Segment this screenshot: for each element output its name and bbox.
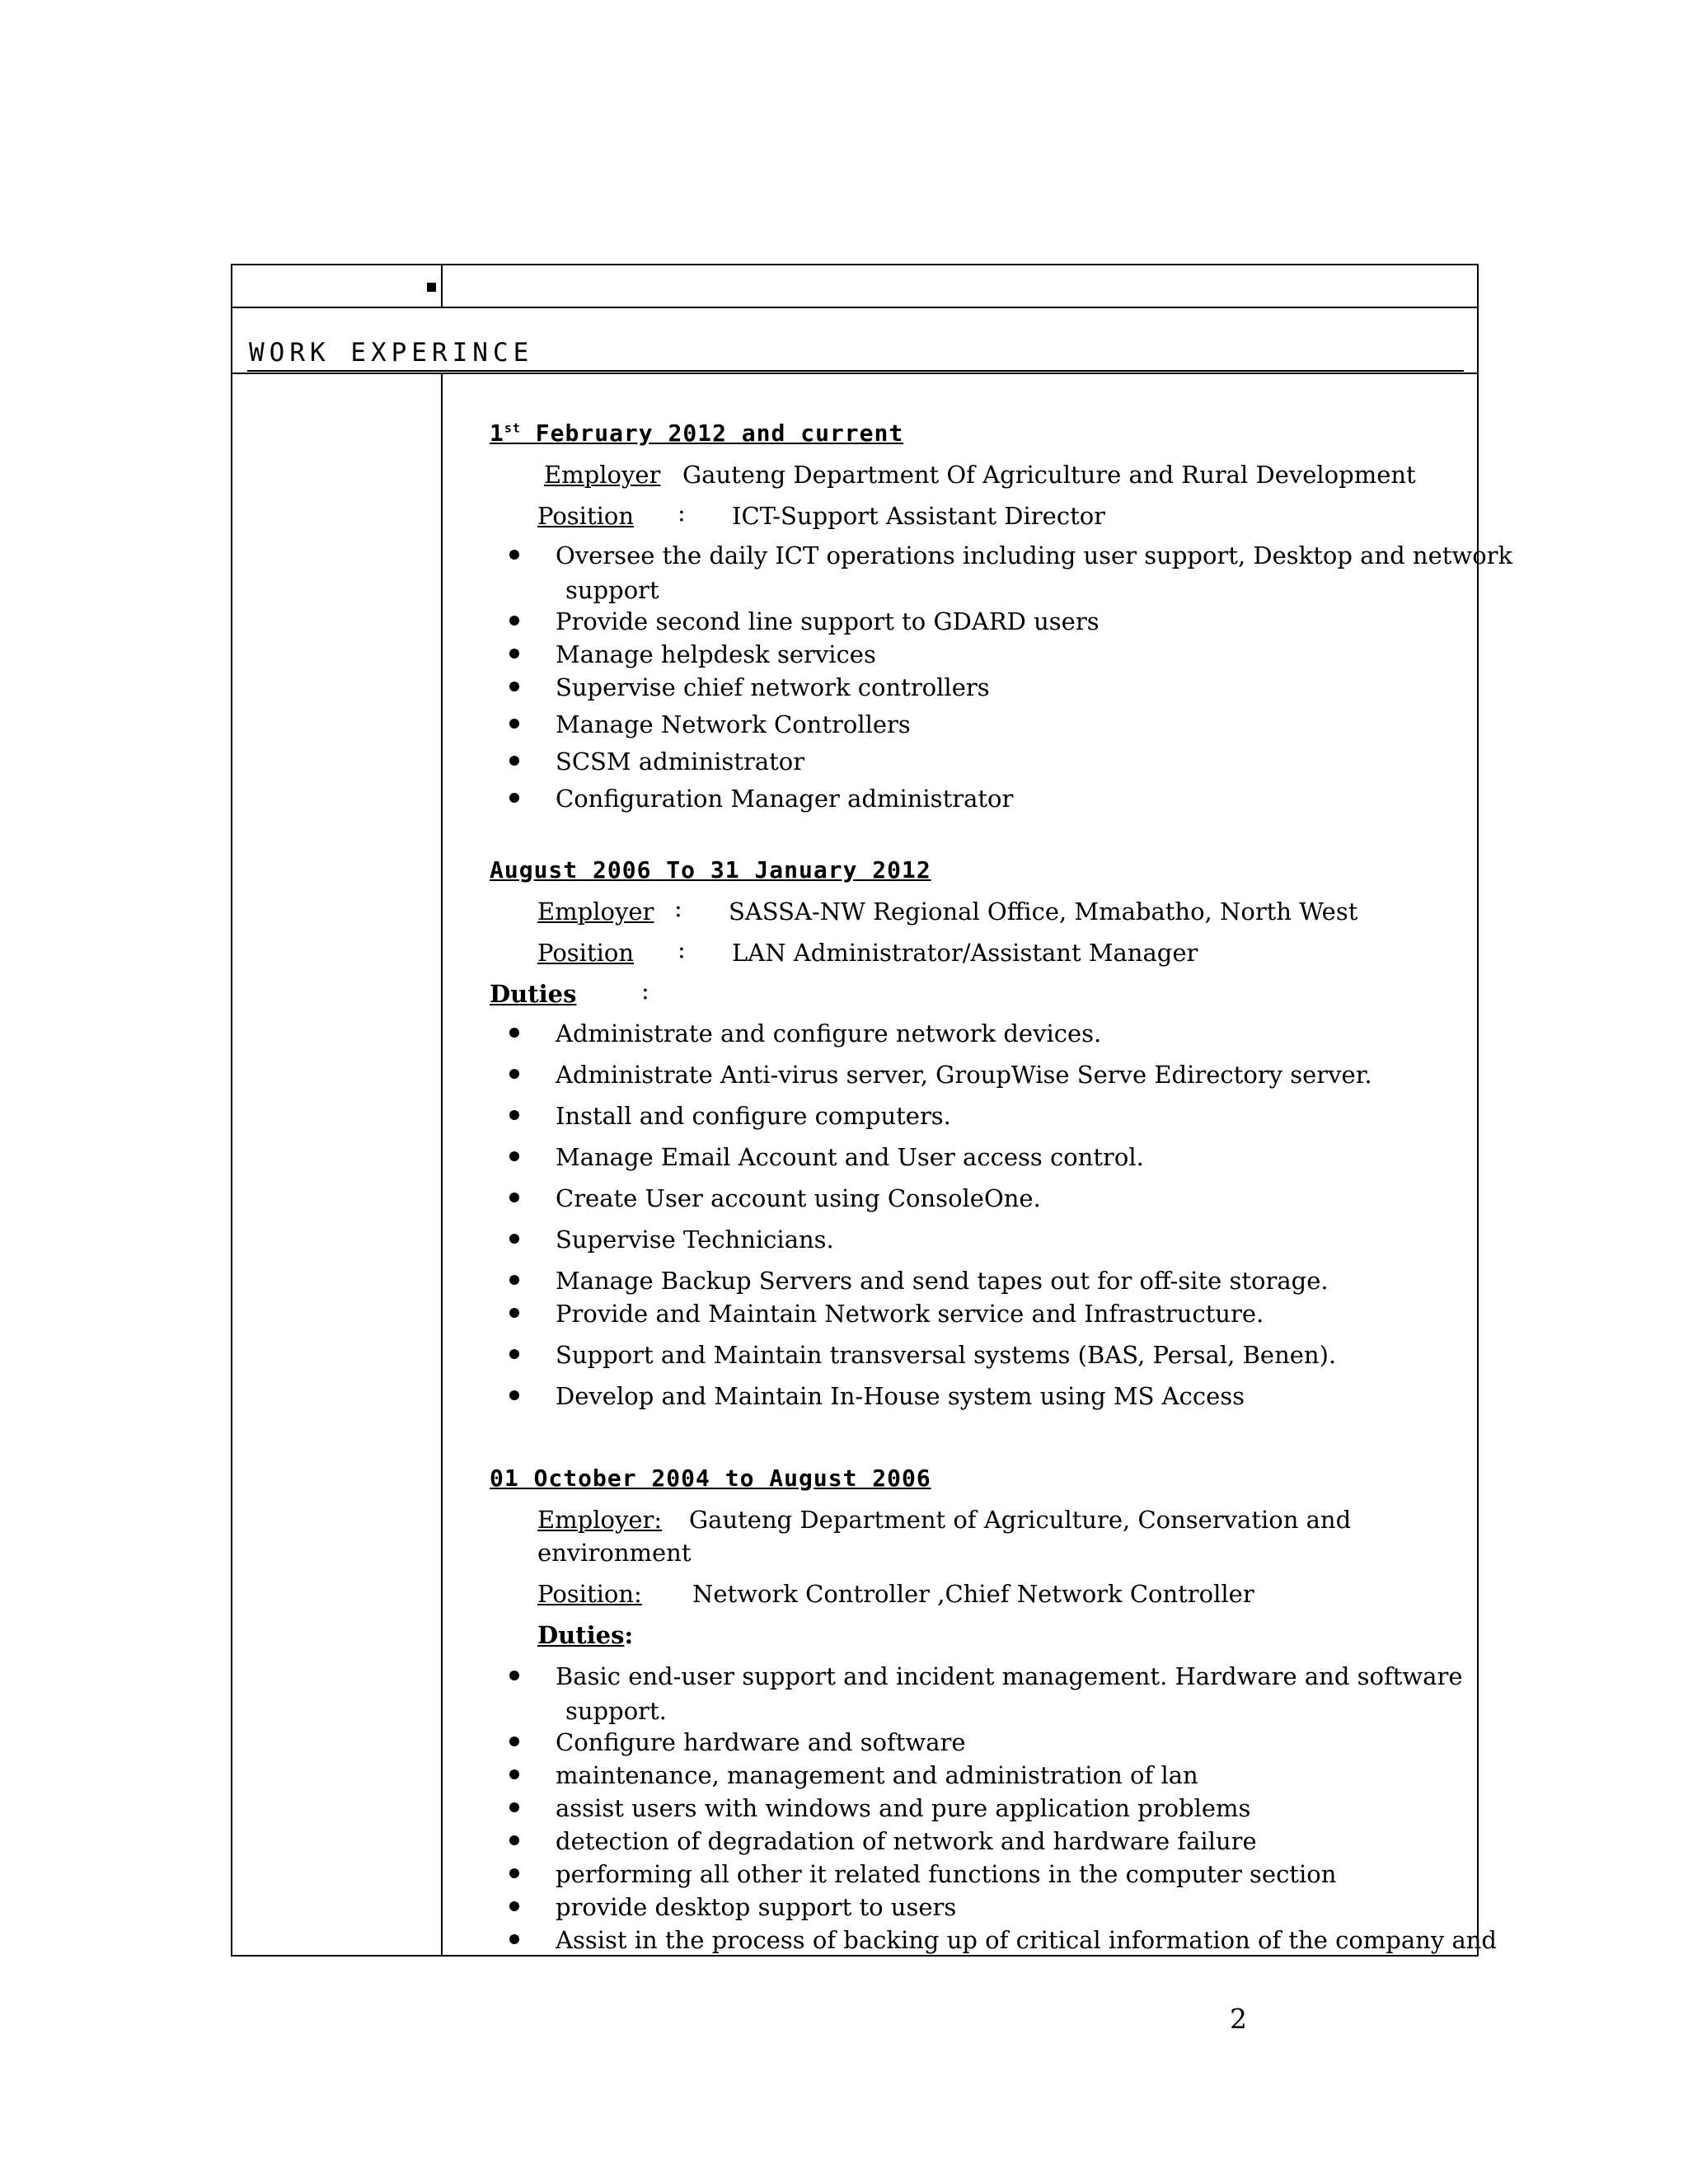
duty-item: provide desktop support to users — [556, 1893, 957, 1921]
bullet-icon — [509, 1349, 519, 1359]
bullet-icon — [509, 1110, 519, 1120]
bullet-icon — [509, 756, 519, 766]
column-divider — [441, 373, 443, 1957]
section-heading: WORK EXPERINCE — [249, 338, 534, 368]
bullet-icon — [509, 1868, 519, 1878]
bullet-icon — [509, 1769, 519, 1779]
duty-item: Develop and Maintain In-House system using MS Access — [556, 1382, 1245, 1410]
employer-label: Employer: — [537, 1506, 663, 1534]
duty-item: Basic end-user support and incident management. Hardware and software — [556, 1662, 1463, 1690]
colon: : — [678, 935, 686, 963]
duty-item: Create User account using ConsoleOne. — [556, 1184, 1041, 1212]
duty-item: Provide second line support to GDARD users — [556, 607, 1100, 635]
page-number: 2 — [1230, 2003, 1247, 2035]
duty-item: detection of degradation of network and hardware failure — [556, 1827, 1257, 1855]
duty-item: Manage helpdesk services — [556, 640, 876, 668]
duty-item: Provide and Maintain Network service and Infrastructure. — [556, 1300, 1264, 1328]
duty-item: Configure hardware and software — [556, 1728, 966, 1756]
job-date: August 2006 To 31 January 2012 — [490, 856, 931, 883]
duty-item-continuation: support. — [565, 1697, 667, 1725]
duty-item: Administrate and configure network devices. — [556, 1019, 1102, 1047]
duty-item: Oversee the daily ICT operations including user support, Desktop and network — [556, 541, 1513, 569]
employer-value: Gauteng Department Of Agriculture and Rural Development — [682, 461, 1416, 489]
bullet-icon — [509, 1234, 519, 1244]
position-label: Position: — [537, 1580, 642, 1608]
duty-item: Install and configure computers. — [556, 1102, 951, 1130]
row-divider — [232, 307, 1477, 308]
position-value: ICT-Support Assistant Director — [732, 502, 1106, 530]
duty-item: SCSM administrator — [556, 748, 805, 776]
duty-item: Configuration Manager administrator — [556, 785, 1014, 813]
bullet-icon — [509, 1671, 519, 1680]
colon: : — [641, 977, 649, 1005]
duty-item: Assist in the process of backing up of critical information of the company and — [556, 1926, 1497, 1954]
duty-item: Supervise Technicians. — [556, 1226, 834, 1254]
bullet-icon — [509, 1934, 519, 1944]
employer-value: Gauteng Department of Agriculture, Conservation and — [689, 1506, 1352, 1534]
employer-label: Employer — [537, 898, 654, 926]
duty-item: Manage Email Account and User access control. — [556, 1143, 1144, 1171]
bullet-icon — [509, 1736, 519, 1746]
bullet-icon — [509, 1275, 519, 1285]
bullet-icon — [509, 719, 519, 729]
bullet-icon — [509, 1028, 519, 1038]
bullet-icon — [509, 649, 519, 658]
bullet-icon — [509, 616, 519, 626]
bullet-icon — [509, 1390, 519, 1400]
bullet-icon — [509, 1835, 519, 1845]
bullet-icon — [509, 1069, 519, 1079]
duty-item: assist users with windows and pure application problems — [556, 1794, 1251, 1822]
bullet-icon — [509, 1193, 519, 1202]
position-label: Position — [537, 502, 635, 530]
row-divider — [232, 373, 1477, 374]
duty-item-continuation: support — [565, 576, 659, 604]
bullet-icon — [509, 1901, 519, 1911]
colon: : — [678, 499, 686, 527]
bullet-icon — [509, 1151, 519, 1161]
bullet-icon — [509, 793, 519, 803]
duty-item: performing all other it related functions in the computer section — [556, 1860, 1337, 1888]
duties-label: Duties — [490, 980, 577, 1008]
duty-item: Administrate Anti-virus server, GroupWise Serve Edirectory server. — [556, 1061, 1372, 1089]
square-bullet-icon — [427, 283, 436, 292]
column-divider — [441, 265, 443, 307]
bullet-icon — [509, 682, 519, 691]
duty-item: Support and Maintain transversal systems (BAS, Persal, Benen). — [556, 1341, 1337, 1369]
job-date: 1st February 2012 and current — [490, 419, 904, 447]
duty-item: Supervise chief network controllers — [556, 673, 990, 701]
bullet-icon — [509, 1802, 519, 1812]
bullet-icon — [509, 1308, 519, 1318]
heading-underline — [247, 370, 1464, 372]
position-label: Position — [537, 939, 635, 967]
colon: : — [674, 894, 682, 922]
duty-item: Manage Backup Servers and send tapes out for off-site storage. — [556, 1267, 1329, 1295]
position-value: Network Controller ,Chief Network Controller — [692, 1580, 1254, 1608]
duty-item: maintenance, management and administration of lan — [556, 1761, 1198, 1789]
bullet-icon — [509, 550, 519, 560]
position-value: LAN Administrator/Assistant Manager — [732, 939, 1198, 967]
duty-item: Manage Network Controllers — [556, 710, 911, 738]
employer-label: Employer — [544, 461, 661, 489]
duties-label: Duties: — [537, 1621, 634, 1649]
job-date: 01 October 2004 to August 2006 — [490, 1465, 931, 1492]
employer-value-continuation: environment — [537, 1539, 692, 1567]
employer-value: SASSA-NW Regional Office, Mmabatho, North West — [729, 898, 1358, 926]
